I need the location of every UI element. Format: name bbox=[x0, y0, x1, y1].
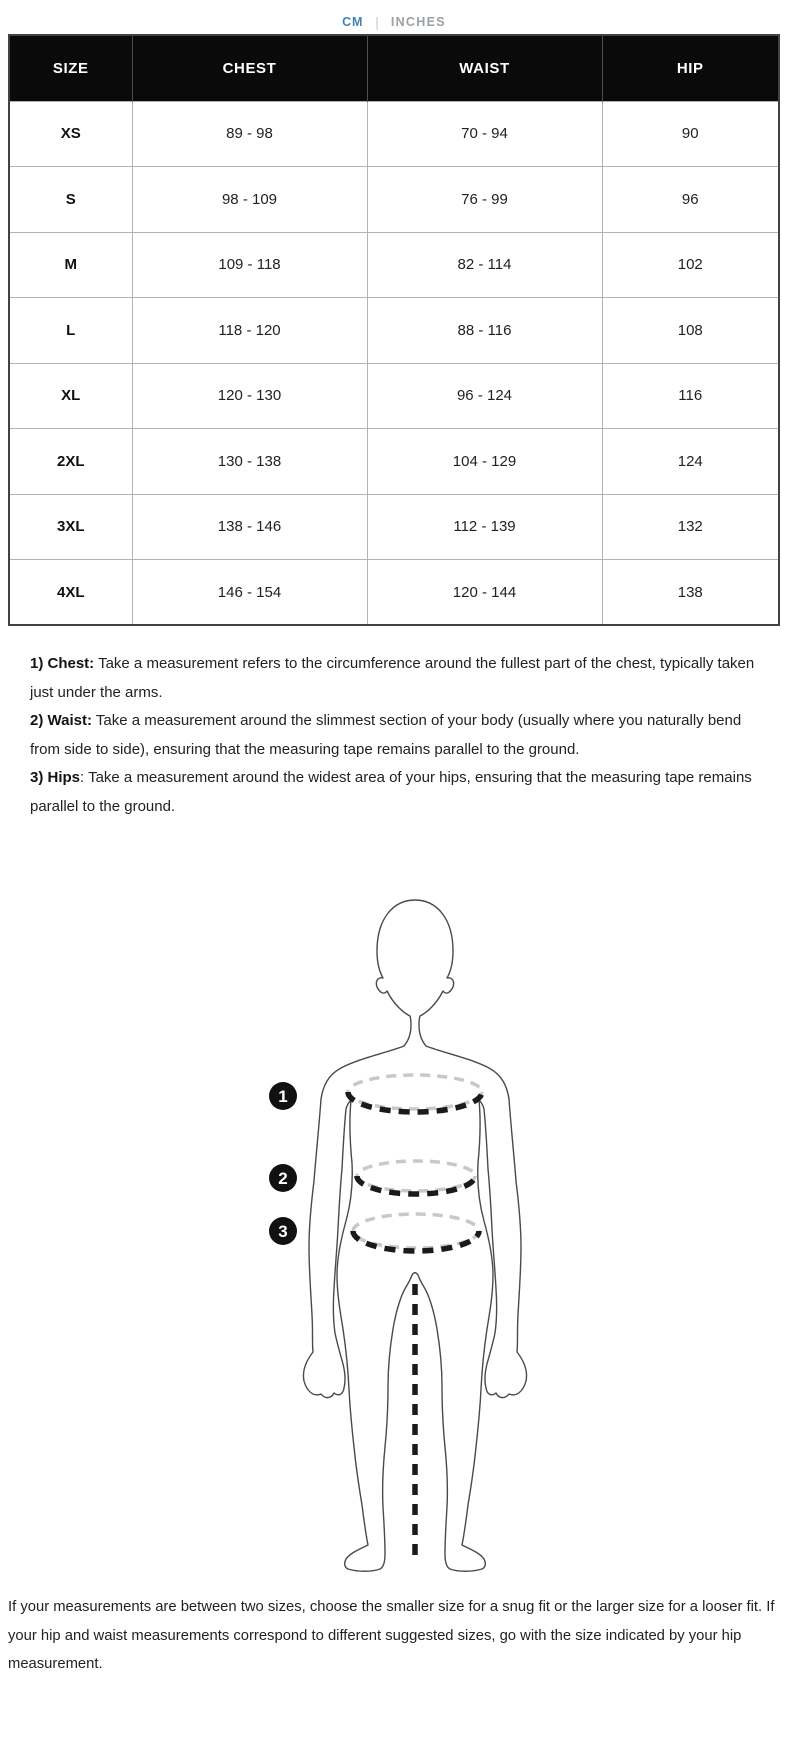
instruction-hips-text: : Take a measurement around the widest area of your hips, ensuring that the measuring tape remains parallel to the ground. bbox=[30, 769, 752, 815]
column-header-size: SIZE bbox=[9, 35, 132, 101]
marker-3-hips bbox=[269, 1217, 297, 1245]
marker-1-chest bbox=[269, 1082, 297, 1110]
marker-3-number: 3 bbox=[278, 1222, 288, 1241]
cell-waist: 82 - 114 bbox=[367, 232, 602, 298]
cell-hip: 138 bbox=[602, 560, 779, 626]
table-row bbox=[9, 101, 779, 167]
cell-waist: 120 - 144 bbox=[367, 560, 602, 626]
instruction-waist bbox=[30, 707, 762, 764]
body-diagram-section bbox=[0, 821, 788, 1593]
cell-hip: 90 bbox=[602, 101, 779, 167]
table-row bbox=[9, 167, 779, 233]
cell-hip: 96 bbox=[602, 167, 779, 233]
measurement-instructions bbox=[30, 650, 762, 821]
table-row bbox=[9, 560, 779, 626]
cell-waist: 88 - 116 bbox=[367, 298, 602, 364]
tab-inches[interactable]: INCHES bbox=[390, 15, 446, 29]
cell-chest: 89 - 98 bbox=[132, 101, 367, 167]
marker-1-number: 1 bbox=[278, 1087, 288, 1106]
cell-waist: 96 - 124 bbox=[367, 363, 602, 429]
cell-hip: 102 bbox=[602, 232, 779, 298]
cell-size: XL bbox=[9, 363, 132, 429]
marker-2-number: 2 bbox=[278, 1169, 288, 1188]
body-figure-diagram bbox=[250, 891, 580, 1581]
table-row bbox=[9, 429, 779, 495]
table-row bbox=[9, 494, 779, 560]
tab-cm[interactable]: CM bbox=[342, 15, 364, 29]
cell-size: 4XL bbox=[9, 560, 132, 626]
table-row bbox=[9, 232, 779, 298]
instruction-hips-label: 3) Hips bbox=[30, 769, 81, 786]
instruction-chest-label: 1) Chest: bbox=[30, 655, 95, 672]
table-header-row bbox=[9, 35, 779, 101]
cell-waist: 70 - 94 bbox=[367, 101, 602, 167]
cell-size: S bbox=[9, 167, 132, 233]
unit-tabs bbox=[0, 0, 788, 34]
cell-chest: 109 - 118 bbox=[132, 232, 367, 298]
cell-chest: 120 - 130 bbox=[132, 363, 367, 429]
instruction-chest bbox=[30, 650, 762, 707]
table-row bbox=[9, 298, 779, 364]
cell-chest: 98 - 109 bbox=[132, 167, 367, 233]
column-header-hip: HIP bbox=[602, 35, 779, 101]
tab-separator: | bbox=[375, 14, 379, 30]
size-table bbox=[8, 34, 780, 626]
cell-size: 2XL bbox=[9, 429, 132, 495]
cell-chest: 130 - 138 bbox=[132, 429, 367, 495]
cell-size: 3XL bbox=[9, 494, 132, 560]
instruction-chest-text: Take a measurement refers to the circumference around the fullest part of the chest, typically taken just under the arms. bbox=[30, 655, 755, 701]
cell-waist: 104 - 129 bbox=[367, 429, 602, 495]
cell-size: L bbox=[9, 298, 132, 364]
instruction-waist-label: 2) Waist: bbox=[30, 712, 92, 729]
column-header-chest: CHEST bbox=[132, 35, 367, 101]
cell-hip: 116 bbox=[602, 363, 779, 429]
cell-chest: 118 - 120 bbox=[132, 298, 367, 364]
cell-chest: 146 - 154 bbox=[132, 560, 367, 626]
cell-hip: 124 bbox=[602, 429, 779, 495]
instruction-waist-text: Take a measurement around the slimmest section of your body (usually where you naturally bend from side to side), ensuring that the measuring tape remains parallel to the ground. bbox=[30, 712, 742, 758]
cell-size: M bbox=[9, 232, 132, 298]
table-row bbox=[9, 363, 779, 429]
instruction-hips bbox=[30, 764, 762, 821]
column-header-waist: WAIST bbox=[367, 35, 602, 101]
cell-size: XS bbox=[9, 101, 132, 167]
marker-2-waist bbox=[269, 1164, 297, 1192]
cell-hip: 108 bbox=[602, 298, 779, 364]
cell-waist: 76 - 99 bbox=[367, 167, 602, 233]
fit-note: If your measurements are between two sizes, choose the smaller size for a snug fit or the larger size for a looser fit. If your hip and waist measurements correspond to different suggested sizes, go with the size indicated by your hip measurement. bbox=[8, 1599, 775, 1672]
cell-waist: 112 - 139 bbox=[367, 494, 602, 560]
cell-chest: 138 - 146 bbox=[132, 494, 367, 560]
cell-hip: 132 bbox=[602, 494, 779, 560]
